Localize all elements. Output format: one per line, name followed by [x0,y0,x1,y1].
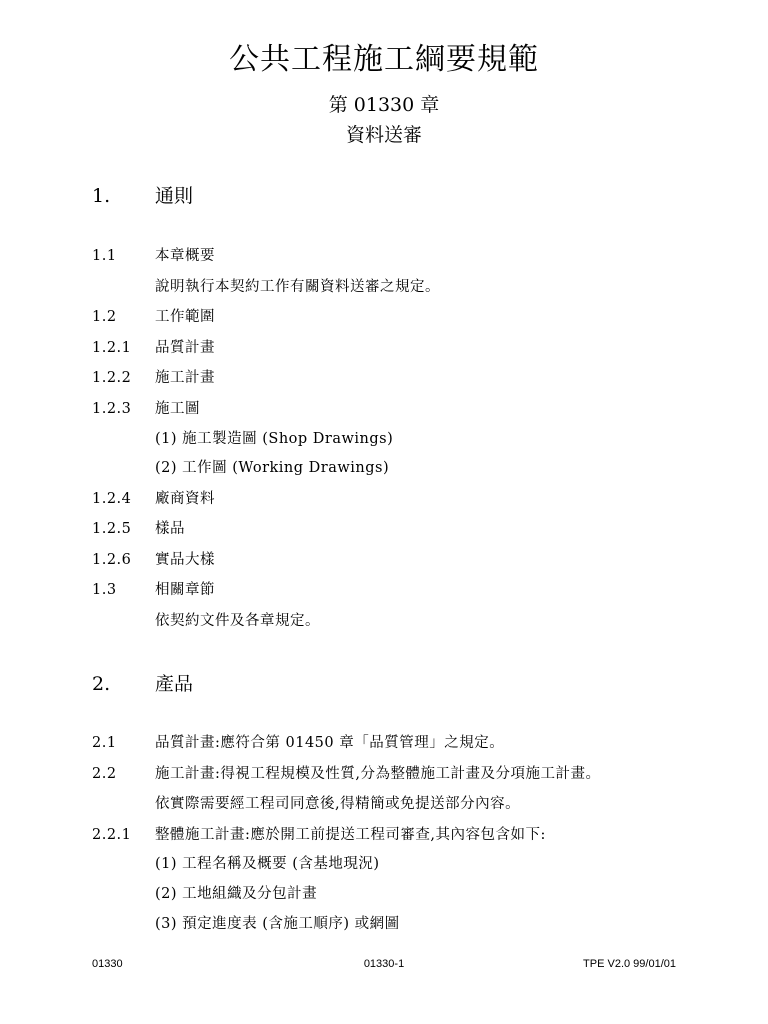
clause-text: 整體施工計畫:應於開工前提送工程司審查,其內容包含如下: [155,827,546,843]
clause-text: 依契約文件及各章規定。 [155,613,320,629]
clause-number: 1.2.1 [92,340,132,356]
clause-1-2-6 [92,548,215,569]
clause-number: 2.2 [92,766,117,782]
clause-1-2-2 [92,366,215,387]
clause-text: 施工計畫:得視工程規模及性質,分為整體施工計畫及分項施工計畫。 [155,766,601,782]
clause-text: 相關章節 [155,582,215,598]
clause-2-2-1-item-1 [92,852,380,873]
footer-version: TPE V2.0 99/01/01 [583,958,676,970]
clause-text: 施工計畫 [155,370,215,386]
clause-text: (2) 工作圖 (Working Drawings) [155,460,390,476]
section-title: 產品 [155,673,194,695]
section-heading-2 [92,669,193,696]
clause-2-2-1 [92,823,546,844]
clause-text: 依實際需要經工程司同意後,得精簡或免提送部分內容。 [155,796,521,812]
section-number: 1. [92,185,111,207]
clause-1-2-3-item-1 [92,427,393,448]
clause-text: 本章概要 [155,248,215,264]
section-heading-1 [92,181,193,208]
section-number: 2. [92,673,111,695]
footer-chapter-code: 01330 [92,958,123,970]
clause-number: 2.2.1 [92,827,132,843]
clause-1-1-body [92,275,440,296]
clause-1-2-3-item-2 [92,456,389,477]
clause-number: 1.2.6 [92,552,132,568]
clause-1-3-body [92,609,320,630]
clause-text: 施工圖 [155,401,200,417]
clause-number: 1.2.3 [92,401,132,417]
clause-number: 1.1 [92,248,117,264]
clause-1-3 [92,578,215,599]
clause-1-2-1 [92,336,215,357]
clause-text: 品質計畫:應符合第 01450 章「品質管理」之規定。 [155,735,505,751]
clause-1-2 [92,305,215,326]
clause-1-1 [92,244,215,265]
document-title: 公共工程施工綱要規範 [229,42,539,77]
clause-1-2-5 [92,517,185,538]
clause-text: (1) 工程名稱及概要 (含基地現況) [155,856,380,872]
clause-text: 廠商資料 [155,491,215,507]
clause-2-2 [92,762,601,783]
chapter-number: 第 01330 章 [328,94,440,116]
clause-text: 實品大樣 [155,552,215,568]
clause-number: 1.3 [92,582,117,598]
clause-2-2-body [92,792,520,813]
clause-number: 1.2.4 [92,491,132,507]
clause-2-2-1-item-2 [92,882,317,903]
clause-number: 1.2.5 [92,521,132,537]
section-title: 通則 [155,185,194,207]
clause-1-2-4 [92,487,215,508]
clause-2-1 [92,731,504,752]
clause-text: 樣品 [155,521,185,537]
clause-text: 工作範圍 [155,309,215,325]
clause-text: 說明執行本契約工作有關資料送審之規定。 [155,279,440,295]
clause-number: 1.2 [92,309,117,325]
clause-text: (3) 預定進度表 (含施工順序) 或網圖 [155,916,400,932]
clause-text: (1) 施工製造圖 (Shop Drawings) [155,431,394,447]
chapter-subject: 資料送審 [345,124,422,146]
clause-1-2-3 [92,397,200,418]
footer-page-number: 01330-1 [363,958,405,970]
clause-number: 1.2.2 [92,370,132,386]
clause-number: 2.1 [92,735,117,751]
clause-text: (2) 工地組織及分包計畫 [155,886,318,902]
clause-2-2-1-item-3 [92,912,400,933]
clause-text: 品質計畫 [155,340,215,356]
